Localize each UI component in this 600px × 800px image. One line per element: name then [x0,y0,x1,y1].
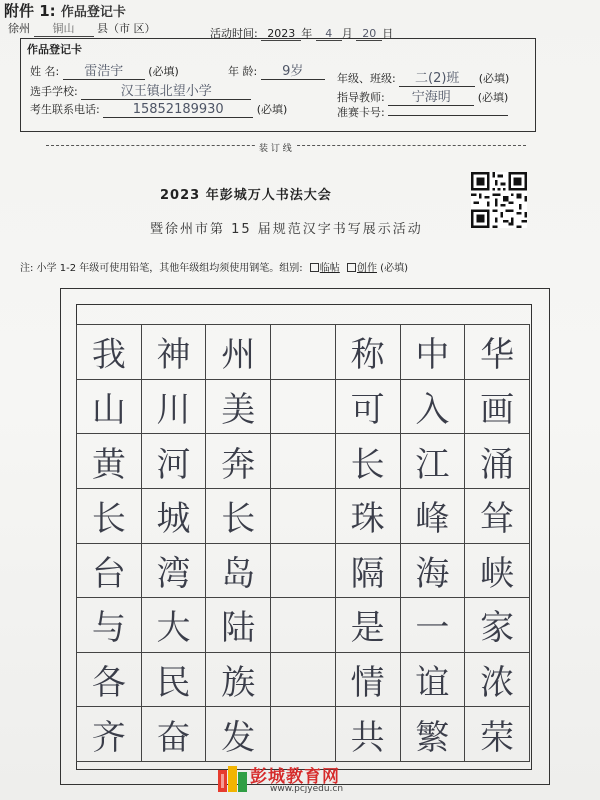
instruction-note [20,259,408,274]
grid-cell: 共 [335,707,400,762]
name-value: 雷浩宇 [63,60,145,80]
grid-cell: 峡 [465,543,530,598]
grade-value: 二(2)班 [399,67,475,87]
grid-cell: 涌 [465,434,530,489]
grid-cell: 齐 [77,707,142,762]
grade-required: (必填) [478,72,510,85]
note-required: (必填) [380,263,408,274]
county-value: 铜山 [34,20,94,37]
grid-cell-blank [271,488,336,543]
age-row [228,60,325,80]
attachment-label: 附件 1: [4,2,56,20]
grid-cell: 入 [400,379,465,434]
qr-code-icon [471,172,527,228]
grid-cell: 繁 [400,707,465,762]
county-suffix: 县（市 区） [97,22,156,35]
name-row [30,60,179,80]
grid-cell: 州 [206,325,271,380]
grid-cell: 湾 [141,543,206,598]
grid-cell-blank [271,598,336,653]
option-copy-checkbox[interactable] [310,263,319,272]
grid-cell: 一 [400,598,465,653]
grid-cell: 峰 [400,488,465,543]
grid-row [77,379,530,434]
grid-cell: 奋 [141,707,206,762]
grid-cell: 大 [141,598,206,653]
grid-cell: 隔 [335,543,400,598]
binding-label: 装 订 线 [256,141,295,154]
age-value: 9岁 [261,60,325,80]
grid-cell: 长 [335,434,400,489]
grid-cell: 珠 [335,488,400,543]
grid-cell: 美 [206,379,271,434]
grid-row [77,325,530,380]
county-line [8,20,156,37]
grid-cell: 谊 [400,652,465,707]
option-create-label: 创作 [356,263,377,274]
grid-cell: 称 [335,325,400,380]
grid-cell: 长 [206,488,271,543]
grid-row [77,488,530,543]
grid-cell: 中 [400,325,465,380]
grid-cell: 浓 [465,652,530,707]
phone-label: 考生联系电话: [30,103,100,116]
option-create-checkbox[interactable] [347,263,356,272]
grid-cell: 可 [335,379,400,434]
date-month-unit: 月 [341,27,353,40]
date-day-unit: 日 [382,27,394,40]
watermark-name: 彭城教育网 [250,767,340,787]
grid-cell: 山 [77,379,142,434]
registration-title: 作品登记卡 [27,43,82,56]
attachment-heading [4,0,126,21]
city-label: 徐州 [8,22,30,35]
grid-cell-blank [271,707,336,762]
ticket-value [388,115,508,116]
grid-cell: 川 [141,379,206,434]
grid-cell: 华 [465,325,530,380]
date-year-unit: 年 [301,27,313,40]
grid-cell-blank [271,543,336,598]
grid-row [77,598,530,653]
note-text: 注: 小学 1-2 年级可使用铅笔，其他年级组均须使用钢笔。组别: [20,263,303,274]
grid-cell-blank [271,325,336,380]
date-month: 4 [316,27,342,41]
grid-cell: 各 [77,652,142,707]
grid-cell: 奔 [206,434,271,489]
grid-cell: 我 [77,325,142,380]
watermark-url: www.pcjyedu.cn [270,784,344,794]
grid-cell: 黄 [77,434,142,489]
grid-cell: 情 [335,652,400,707]
grid-cell: 画 [465,379,530,434]
grid-cell-blank [271,434,336,489]
grid-cell: 族 [206,652,271,707]
grid-cell: 耸 [465,488,530,543]
grade-label: 年级、班级: [337,72,396,85]
grid-cell: 是 [335,598,400,653]
grid-cell: 荣 [465,707,530,762]
grid-cell-blank [271,652,336,707]
teacher-label: 指导教师: [337,91,385,104]
grid-cell: 与 [77,598,142,653]
date-year: 2023 [261,27,301,41]
grid-cell: 江 [400,434,465,489]
school-label: 选手学校: [30,85,78,98]
phone-required: (必填) [256,103,288,116]
phone-row [30,101,287,118]
ticket-row [337,104,508,120]
teacher-required: (必填) [477,91,509,104]
grid-cell: 城 [141,488,206,543]
date-day: 20 [356,27,382,41]
character-grid [76,324,530,762]
phone-value: 15852189930 [103,102,253,118]
grid-cell: 长 [77,488,142,543]
grid-cell: 陆 [206,598,271,653]
school-row [30,80,251,100]
grid-row [77,434,530,489]
name-required: (必填) [148,65,179,78]
grid-cell: 海 [400,543,465,598]
teacher-value: 宁海明 [388,86,474,106]
date-label: 活动时间: [210,27,258,40]
ticket-label: 准赛卡号: [337,106,385,119]
calligraphy-grid [76,324,530,762]
teacher-row [337,86,508,106]
grid-row [77,543,530,598]
grade-row [337,67,509,87]
grid-cell: 台 [77,543,142,598]
age-label: 年 龄: [228,65,258,78]
grid-cell: 岛 [206,543,271,598]
contest-subtitle: 暨徐州市第 15 届规范汉字书写展示活动 [150,222,423,237]
grid-cell: 民 [141,652,206,707]
name-label: 姓 名: [30,65,60,78]
grid-row [77,707,530,762]
grid-cell: 发 [206,707,271,762]
option-copy-label: 临帖 [319,263,340,274]
grid-cell: 神 [141,325,206,380]
grid-row [77,652,530,707]
grid-cell-blank [271,379,336,434]
books-logo-icon [216,762,250,796]
grid-cell: 家 [465,598,530,653]
form-name: 作品登记卡 [60,5,126,20]
contest-title: 2023 年彭城万人书法大会 [160,188,332,203]
grid-cell: 河 [141,434,206,489]
school-value: 汉王镇北望小学 [81,80,251,100]
